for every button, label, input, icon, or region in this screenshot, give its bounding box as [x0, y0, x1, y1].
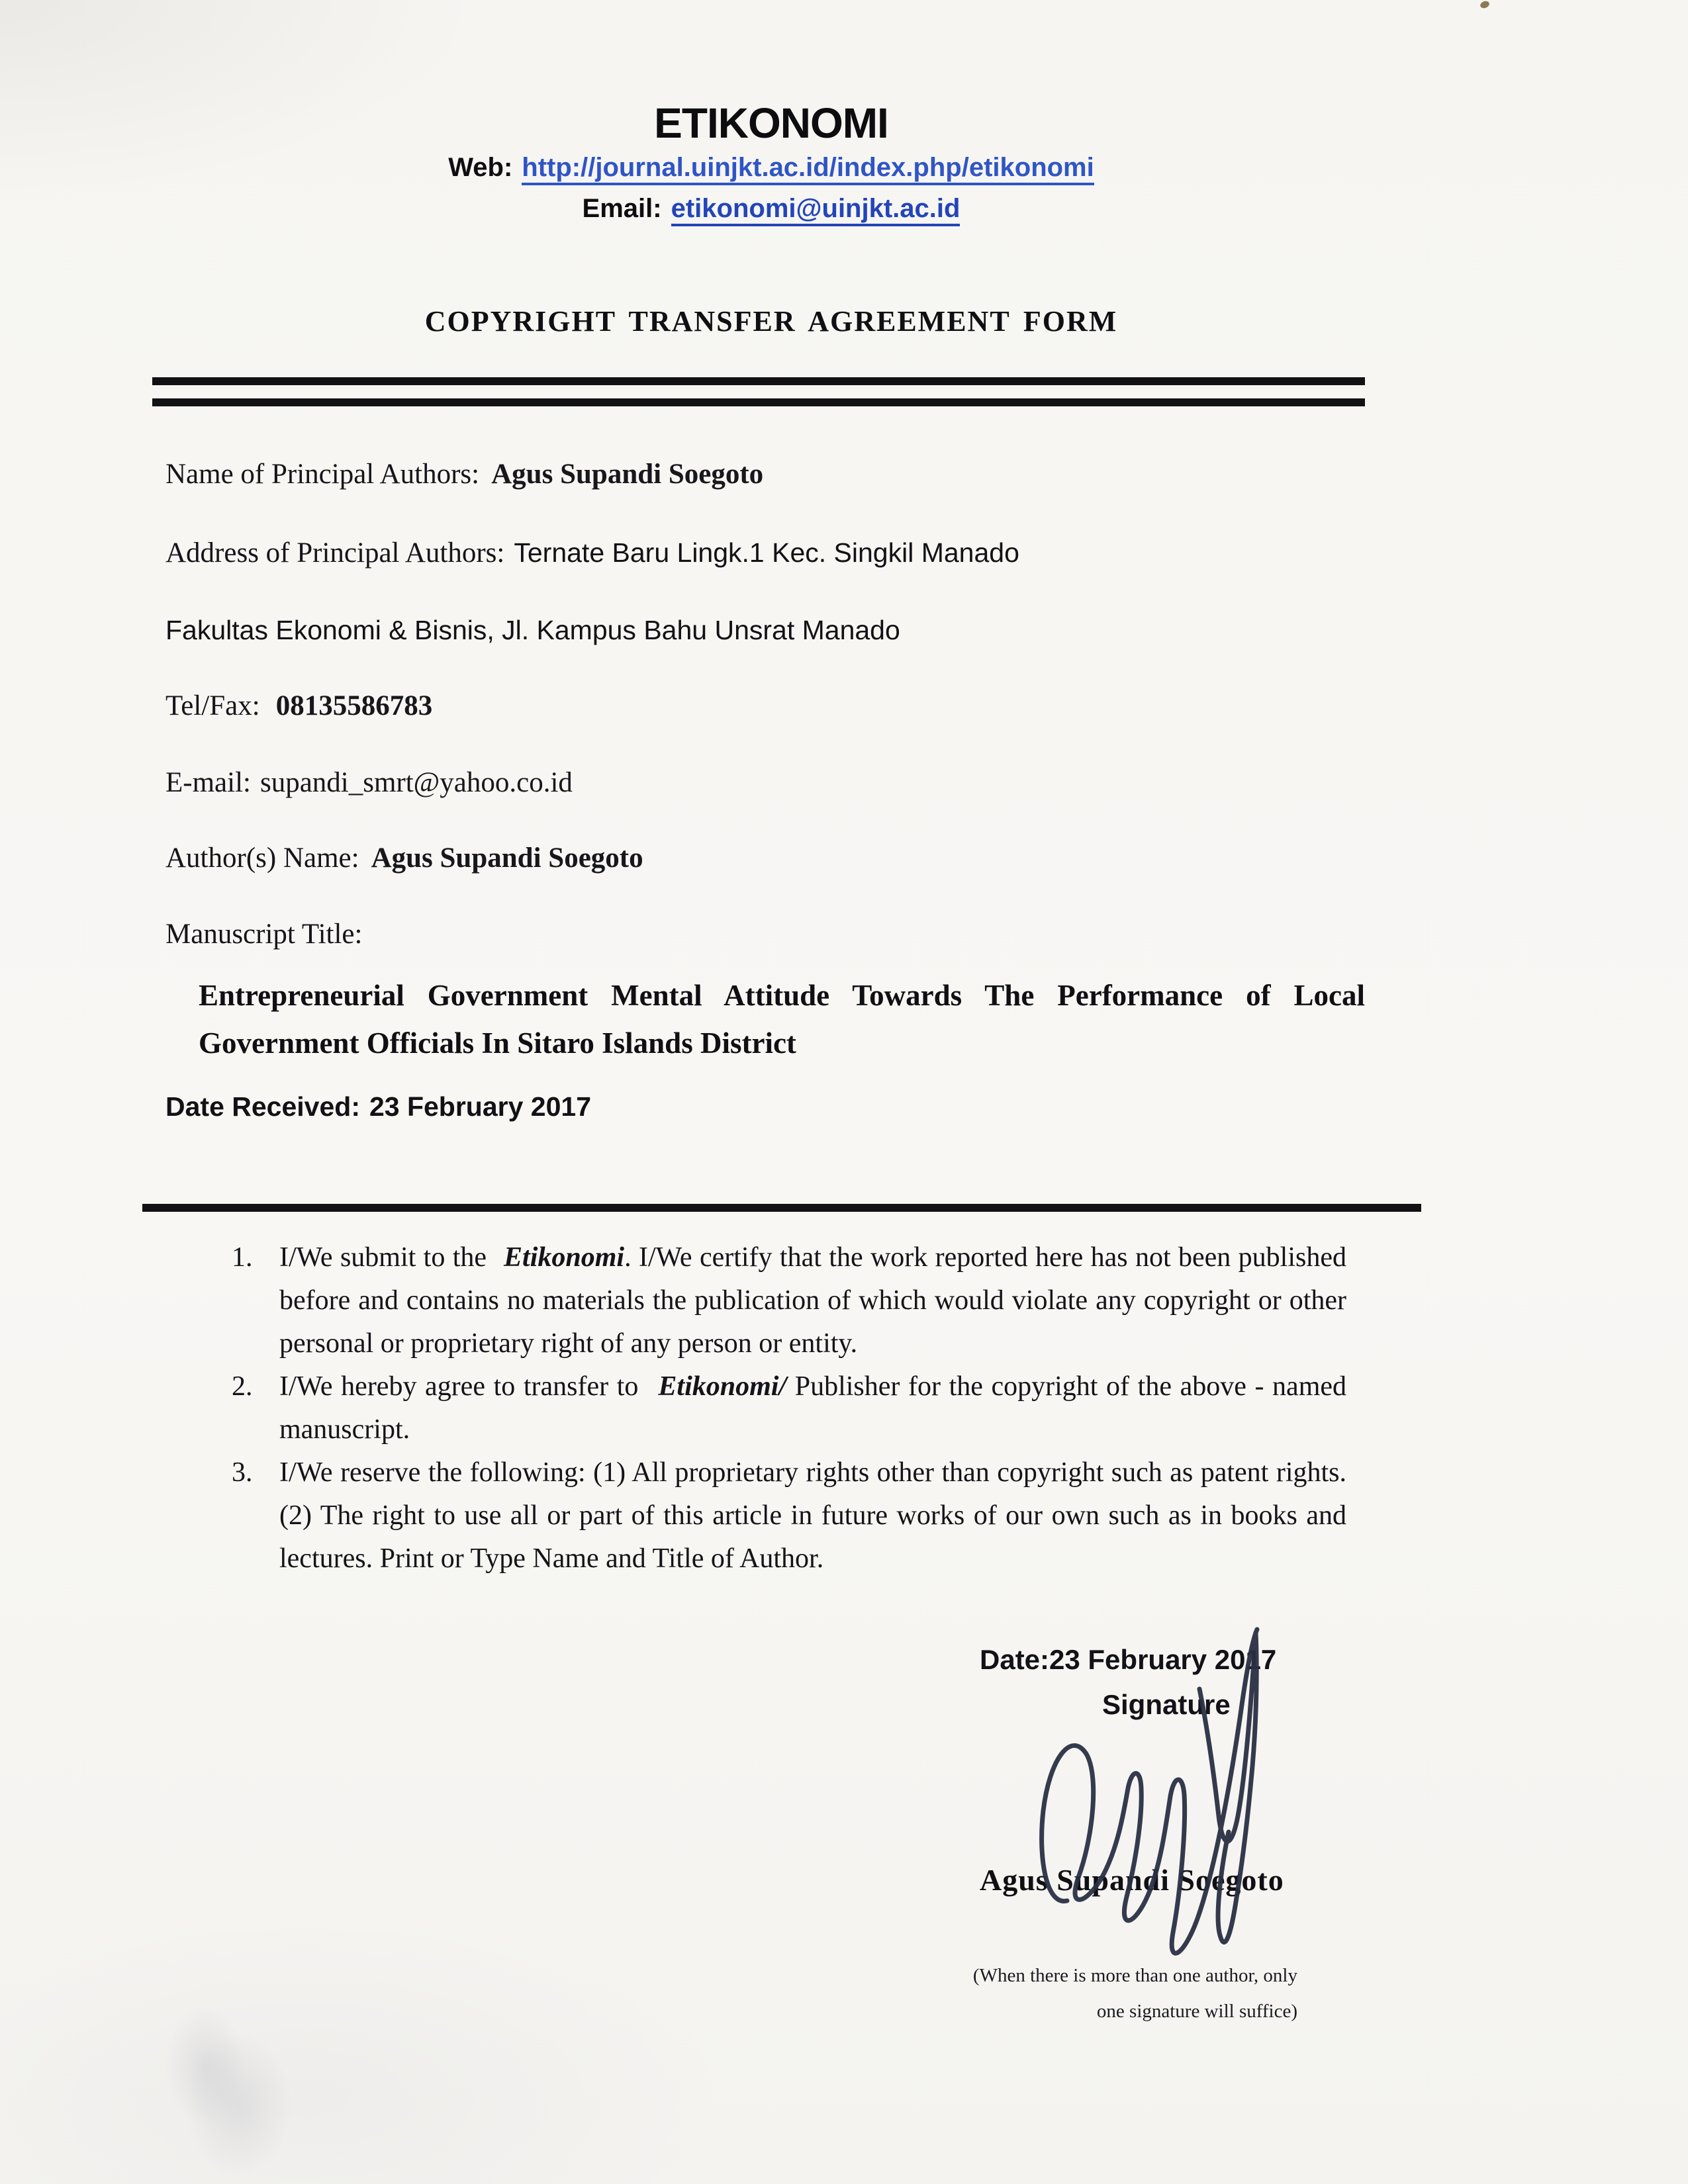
term-3-pre: I/We reserve the following: (1) All proprietary rights other than copyright such as patent rights. (2) The right to use all or part of this article in future works of our own such as in books and lectures. Print or Type Name and Title of Author. [279, 1457, 1346, 1574]
journal-header [152, 99, 1390, 229]
web-url-link[interactable]: http://journal.uinjkt.ac.id/index.php/etikonomi [522, 153, 1094, 185]
web-line [152, 147, 1390, 188]
divider-double-top [152, 377, 1365, 385]
signed-name: Agus Supandi Soegoto [980, 1863, 1284, 1897]
email-line [152, 188, 1390, 229]
author-email-value: supandi_smrt@yahoo.co.id [259, 767, 573, 798]
term-1-journal-name: Etikonomi [504, 1242, 625, 1273]
field-date-received [165, 1089, 591, 1125]
scan-smudge [165, 2005, 245, 2124]
signature-note-line1: (When there is more than one author, only [972, 1965, 1297, 1986]
field-manuscript-title-label [165, 917, 362, 952]
field-principal-author-address [165, 535, 1019, 571]
manuscript-title-value: Entrepreneurial Government Mental Attitude Towards The Performance of Local Government Officials In Sitaro Islands District [199, 979, 1365, 1060]
term-2-post: Publisher for the copyright of the above - named manuscript. [279, 1371, 1347, 1445]
divider-double-bottom [152, 398, 1365, 406]
term-item-1 [232, 1236, 1346, 1365]
terms-list [232, 1236, 1346, 1580]
journal-title: ETIKONOMI [654, 99, 888, 147]
term-2-text [279, 1365, 1346, 1451]
signature-note-line2: one signature will suffice) [1096, 2001, 1297, 2022]
signature-date: Date:23 February 2017 [980, 1644, 1277, 1675]
principal-author-address-label: Address of Principal Authors: [165, 537, 505, 569]
term-1-number: 1. [232, 1242, 253, 1273]
term-2-pre: I/We hereby agree to transfer to [279, 1371, 639, 1402]
field-principal-author-name [165, 457, 763, 492]
term-3-text [279, 1451, 1346, 1580]
email-address-link[interactable]: etikonomi@uinjkt.ac.id [671, 194, 961, 226]
principal-author-address-value: Ternate Baru Lingk.1 Kec. Singkil Manado [514, 537, 1019, 568]
address-line2-value: Fakultas Ekonomi & Bisnis, Jl. Kampus Bahu Unsrat Manado [165, 615, 900, 645]
web-label: Web: [448, 153, 513, 182]
divider-single [142, 1204, 1421, 1212]
field-address-line2 [165, 612, 900, 649]
form-title: COPYRIGHT TRANSFER AGREEMENT FORM [424, 305, 1118, 338]
term-3-number: 3. [232, 1457, 253, 1488]
author-email-label: E-mail: [165, 767, 251, 798]
field-email [165, 765, 573, 801]
principal-author-name-label: Name of Principal Authors: [165, 459, 480, 490]
email-label: Email: [582, 194, 662, 223]
authors-name-label: Author(s) Name: [165, 842, 359, 874]
term-2-number: 2. [232, 1371, 253, 1402]
term-item-3 [232, 1451, 1346, 1580]
authors-name-value: Agus Supandi Soegoto [371, 842, 643, 874]
scan-speck [1479, 0, 1491, 9]
term-item-2 [232, 1365, 1346, 1451]
field-telfax [165, 688, 432, 724]
signature-label: Signature [1102, 1689, 1231, 1720]
field-authors-name [165, 841, 643, 876]
manuscript-title-label: Manuscript Title: [165, 919, 363, 950]
telfax-value: 08135586783 [275, 690, 433, 721]
principal-author-name-value: Agus Supandi Soegoto [491, 459, 764, 490]
date-received-value: 23 February 2017 [369, 1091, 592, 1122]
term-1-text [279, 1236, 1346, 1365]
telfax-label: Tel/Fax: [165, 690, 260, 721]
term-1-pre: I/We submit to the [279, 1242, 487, 1273]
term-2-journal-name: Etikonomi/ [658, 1371, 787, 1402]
date-received-label: Date Received: [165, 1091, 360, 1122]
signature-scribble [993, 1588, 1311, 1985]
term-1-post: . I/We certify that the work reported here has not been published before and contains no materials the publication of which would violate any copyright or other personal or proprietary right of any person or entity. [279, 1242, 1347, 1359]
